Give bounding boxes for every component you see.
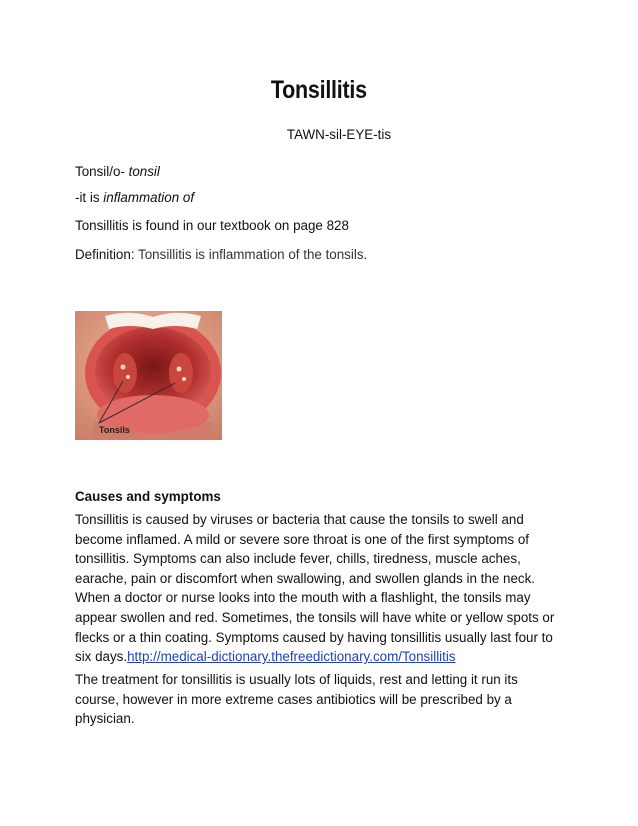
page-title: Tonsillitis bbox=[270, 76, 367, 104]
root-meaning: tonsil bbox=[128, 164, 160, 179]
suffix-line bbox=[75, 190, 194, 205]
definition-line bbox=[75, 247, 367, 262]
causes-heading: Causes and symptoms bbox=[75, 489, 221, 504]
tonsils-photo bbox=[75, 311, 222, 440]
causes-body: Tonsillitis is caused by viruses or bacteria that cause the tonsils to swell and become inflamed. A mild or severe sore throat is one of the first symptoms of tonsillitis. Symptoms can also include fever, chills, tiredness, muscle aches, earache, pain or discomfort when swallowing, and swollen glands in the neck. When a doctor or nurse looks into the mouth with a flashlight, the tonsils may appear swollen and red. Sometimes, the tonsils will have white or yellow spots or flecks or a thin coating. Symptoms caused by having tonsillitis usually last four to six days. bbox=[75, 512, 555, 665]
root-prefix: Tonsil/o- bbox=[75, 164, 129, 179]
root-line bbox=[75, 164, 160, 179]
image-label: Tonsils bbox=[99, 425, 130, 435]
definition-text: Tonsillitis is inflammation of the tonsils. bbox=[138, 247, 368, 262]
pronunciation: TAWN-sil-EYE-tis bbox=[286, 127, 392, 142]
definition-label: Definition: bbox=[75, 247, 139, 262]
causes-paragraph bbox=[75, 510, 565, 667]
source-link[interactable]: http://medical-dictionary.thefreedictionary.com/Tonsillitis bbox=[127, 649, 456, 665]
suffix-meaning: inflammation of bbox=[103, 190, 195, 205]
textbook-line: Tonsillitis is found in our textbook on page 828 bbox=[75, 218, 349, 233]
treatment-paragraph: The treatment for tonsillitis is usually lots of liquids, rest and letting it run its course, however in more extreme cases antibiotics will be prescribed by a physician. bbox=[75, 672, 518, 727]
suffix-prefix: -it is bbox=[75, 190, 104, 205]
